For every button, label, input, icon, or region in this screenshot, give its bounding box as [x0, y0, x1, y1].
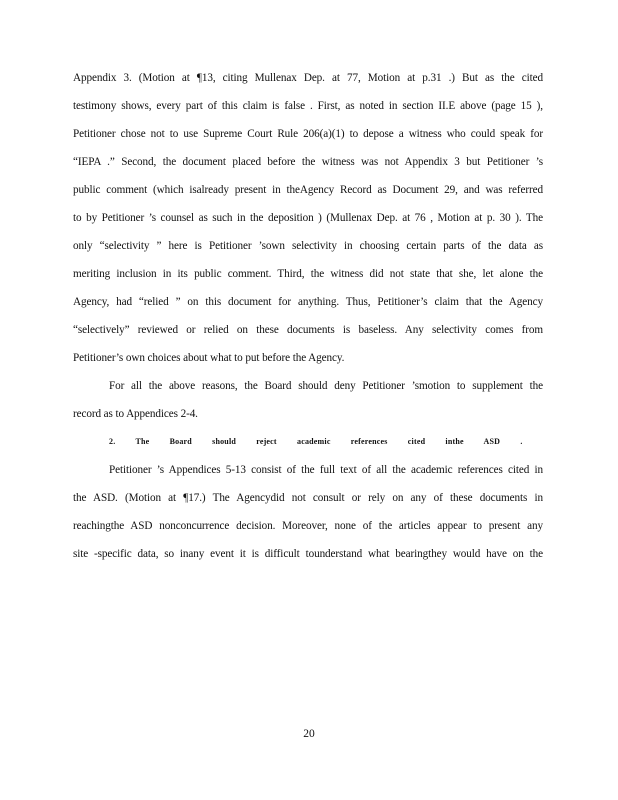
paragraph-line: Petitioner chose not to use Supreme Court Rule 206(a)(1) to depose a witness who could speak for: [73, 128, 543, 140]
body-text: [73, 64, 543, 568]
paragraph-line: only “selectivity ” here is Petitioner ’sown selectivity in choosing certain parts of the data as: [73, 240, 543, 252]
paragraph-line: “IEPA .” Second, the document placed before the witness was not Appendix 3 but Petitioner ’s: [73, 156, 543, 168]
page-number: 20: [303, 728, 315, 740]
paragraph-line: Petitioner’s own choices about what to put before the Agency.: [73, 352, 345, 364]
paragraph-line: to by Petitioner ’s counsel as such in the deposition ) (Mullenax Dep. at 76 , Motion at p. 30 ). The: [73, 212, 543, 224]
paragraph-line: For all the above reasons, the Board should deny Petitioner ’smotion to supplement the: [109, 380, 543, 392]
paragraph-line: reachingthe ASD nonconcurrence decision. Moreover, none of the articles appear to present any: [73, 520, 543, 532]
paragraph-line: record as to Appendices 2-4.: [73, 408, 198, 420]
paragraph-line: Agency, had “relied ” on this document for anything. Thus, Petitioner’s claim that the Agency: [73, 296, 543, 308]
paragraph-line: the ASD. (Motion at ¶17.) The Agencydid not consult or rely on any of these documents in: [73, 492, 543, 504]
paragraph-line: “selectively” reviewed or relied on these documents is baseless. Any selectivity comes from: [73, 324, 543, 336]
paragraph-line: public comment (which isalready present in theAgency Record as Document 29, and was referred: [73, 184, 543, 196]
paragraph-line: site -specific data, so inany event it is difficult tounderstand what bearingthey would have on the: [73, 548, 543, 560]
paragraph-line: Appendix 3. (Motion at ¶13, citing Mullenax Dep. at 77, Motion at p.31 .) But as the cited: [73, 72, 543, 84]
paragraph-line: testimony shows, every part of this claim is false . First, as noted in section II.E above (page 15 ),: [73, 100, 543, 112]
section-heading: 2. The Board should reject academic references cited inthe ASD .: [109, 437, 523, 446]
paragraph-line: Petitioner ’s Appendices 5-13 consist of the full text of all the academic references cited in: [109, 464, 543, 476]
paragraph-line: meriting inclusion in its public comment. Third, the witness did not state that she, let alone the: [73, 268, 543, 280]
